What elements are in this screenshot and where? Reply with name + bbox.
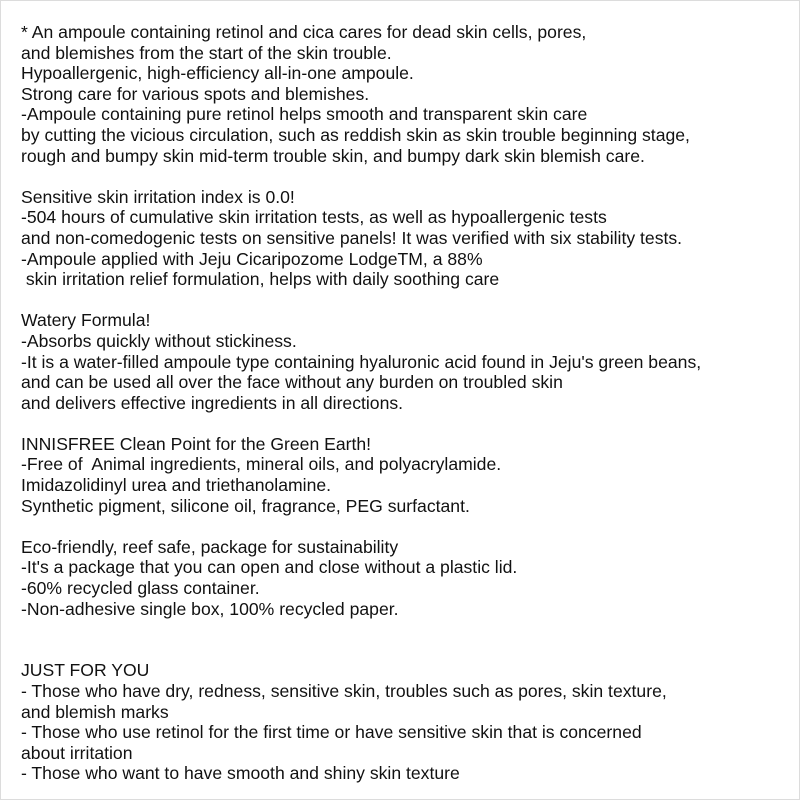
text-line: Synthetic pigment, silicone oil, fragrance, PEG surfactant.	[21, 495, 470, 516]
irritation-section	[21, 187, 793, 290]
text-line: -60% recycled glass container.	[21, 578, 260, 599]
text-line: and blemishes from the start of the skin trouble.	[21, 42, 392, 63]
section-heading: JUST FOR YOU	[21, 660, 150, 681]
text-line: -Non-adhesive single box, 100% recycled paper.	[21, 598, 399, 619]
text-line: Imidazolidinyl urea and triethanolamine.	[21, 475, 332, 496]
paragraph-gap	[21, 413, 793, 434]
intro-section	[21, 22, 793, 166]
clean-point-section	[21, 434, 793, 516]
text-line: rough and bumpy skin mid-term trouble skin, and bumpy dark skin blemish care.	[21, 145, 645, 166]
text-line: and delivers effective ingredients in all directions.	[21, 392, 404, 413]
text-line: and blemish marks	[21, 701, 169, 722]
formula-section	[21, 310, 793, 413]
text-line: Hypoallergenic, high-efficiency all-in-one ampoule.	[21, 63, 414, 84]
text-line: Strong care for various spots and blemishes.	[21, 83, 370, 104]
just-for-you-section	[21, 660, 793, 784]
text-line: -It is a water-filled ampoule type containing hyaluronic acid found in Jeju's green beans,	[21, 351, 702, 372]
text-line: -Absorbs quickly without stickiness.	[21, 330, 297, 351]
text-line: -Free of Animal ingredients, mineral oils, and polyacrylamide.	[21, 454, 502, 475]
paragraph-gap	[21, 166, 793, 187]
eco-section	[21, 537, 793, 619]
paragraph-gap	[21, 290, 793, 311]
text-line: about irritation	[21, 742, 133, 763]
text-line: -It's a package that you can open and close without a plastic lid.	[21, 557, 518, 578]
text-line: - Those who want to have smooth and shiny skin texture	[21, 763, 460, 784]
section-heading: INNISFREE Clean Point for the Green Earth!	[21, 433, 372, 454]
text-line: -504 hours of cumulative skin irritation tests, as well as hypoallergenic tests	[21, 207, 607, 228]
text-line: by cutting the vicious circulation, such as reddish skin as skin trouble beginning stage,	[21, 124, 690, 145]
text-line: - Those who have dry, redness, sensitive skin, troubles such as pores, skin texture,	[21, 681, 667, 701]
product-description	[21, 22, 793, 784]
section-heading: Eco-friendly, reef safe, package for sustainability	[21, 536, 399, 557]
paragraph-gap	[21, 516, 793, 537]
text-line: * An ampoule containing retinol and cica cares for dead skin cells, pores,	[21, 22, 587, 42]
text-line: - Those who use retinol for the first time or have sensitive skin that is concerned	[21, 722, 642, 743]
section-heading: Sensitive skin irritation index is 0.0!	[21, 186, 295, 207]
text-line: skin irritation relief formulation, helps with daily soothing care	[21, 269, 500, 290]
text-line: -Ampoule applied with Jeju Cicaripozome LodgeTM, a 88%	[21, 248, 483, 269]
text-line: and non-comedogenic tests on sensitive panels! It was verified with six stability tests.	[21, 227, 683, 248]
text-line: and can be used all over the face without any burden on troubled skin	[21, 372, 563, 393]
text-line: -Ampoule containing pure retinol helps smooth and transparent skin care	[21, 104, 588, 125]
section-heading: Watery Formula!	[21, 310, 151, 331]
paragraph-gap	[21, 619, 793, 660]
